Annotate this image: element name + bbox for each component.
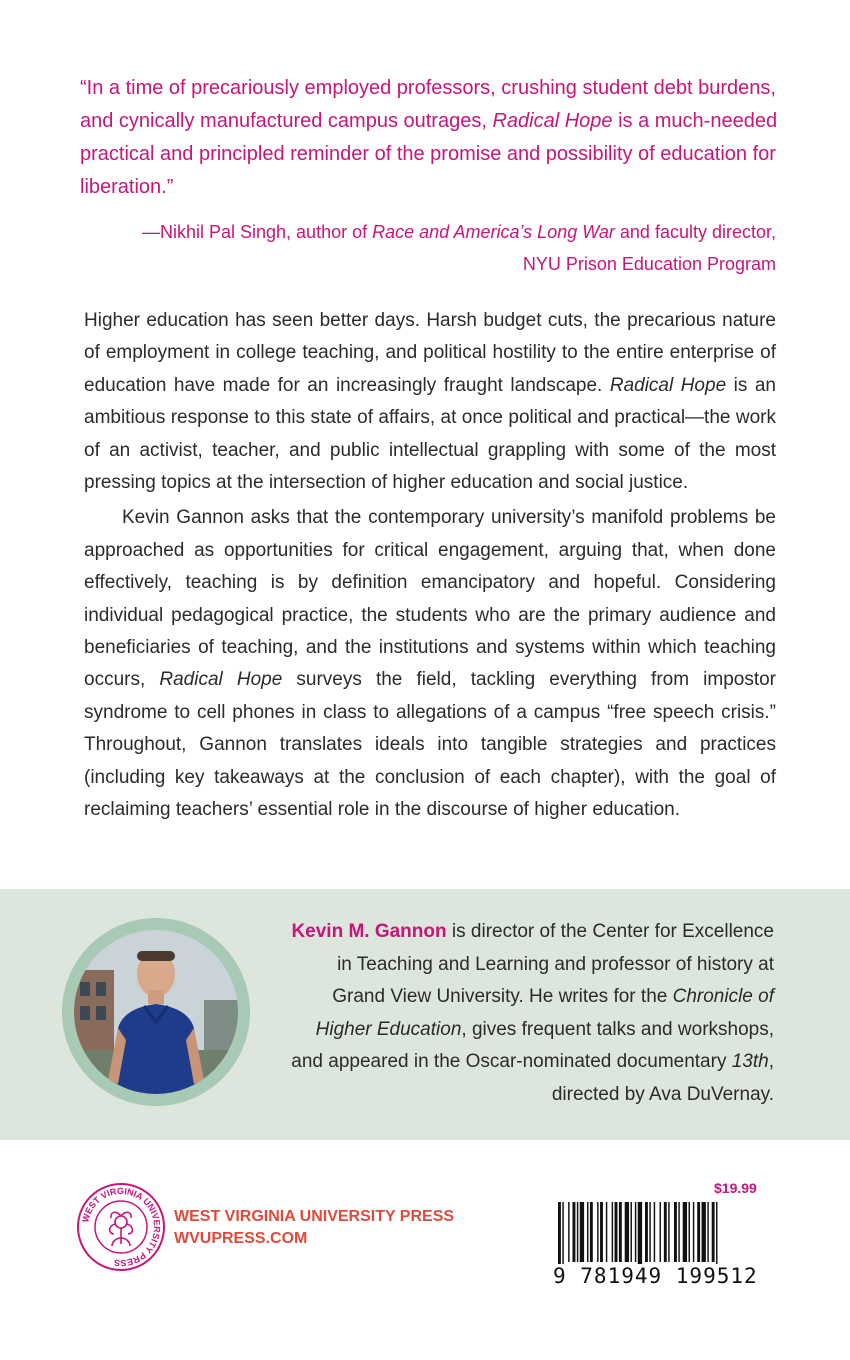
description-p1-title: Radical Hope bbox=[609, 374, 727, 396]
attribution-book-title: Race and America’s Long War bbox=[372, 222, 615, 242]
description-p1-text: Higher education has seen better days. Harsh budget cuts, the precarious nature of employment in college teaching, and political hostility to the entire enterprise of education have made for an increasingly fraught landscape. bbox=[84, 310, 776, 396]
barcode-bar bbox=[702, 1202, 706, 1262]
barcode-bar bbox=[712, 1202, 715, 1262]
barcode-bar bbox=[683, 1202, 687, 1262]
bio-text-3: , directed by Ava DuVernay. bbox=[551, 1051, 774, 1105]
svg-text:WEST VIRGINIA UNIVERSITY PRESS bbox=[80, 1186, 162, 1268]
description-p2-rest: surveys the field, tackling everything from impostor syndrome to cell phones in class to allegations of a campus “free speech crisis.” Throughout, Gannon translates ideals into tangible strategies and practices (including key takeaways at the conclusion of each chapter), with the goal of reclaiming teachers’ essential role in the discourse of higher education. bbox=[84, 669, 776, 821]
barcode-bar bbox=[590, 1202, 593, 1262]
barcode-bar bbox=[716, 1202, 717, 1270]
barcode-bar bbox=[619, 1202, 622, 1262]
barcode-bar bbox=[615, 1202, 618, 1262]
barcode-bar bbox=[558, 1202, 561, 1270]
bio-text-1: is director of the Center for Excellence in Teaching and Learning and professor of history at Grand View University. He writes for the bbox=[332, 921, 774, 1007]
barcode-bar bbox=[573, 1202, 576, 1262]
author-portrait-illustration bbox=[74, 930, 238, 1094]
barcode-bar bbox=[707, 1202, 708, 1262]
barcode-bar bbox=[645, 1202, 648, 1262]
isbn-digits: 9 781949 199512 bbox=[553, 1264, 758, 1288]
seal-text: WEST VIRGINIA UNIVERSITY PRESS bbox=[80, 1185, 163, 1269]
barcode-bar bbox=[638, 1202, 642, 1270]
barcode-bar bbox=[587, 1202, 588, 1262]
description-p2-text: Kevin Gannon asks that the contemporary university’s manifold problems be approached as opportunities for critical engagement, arguing that, when done effectively, teaching is by definition emancipatory and hopeful. Considering individual pedagogical practice, the students who are the primary audience and beneficiaries of teaching, and the institutions and systems within which teaching occurs, bbox=[84, 507, 776, 691]
barcode-bar bbox=[568, 1202, 569, 1262]
publisher-block bbox=[174, 1206, 454, 1250]
quote-book-title: Radical Hope bbox=[492, 110, 613, 132]
barcode-bar bbox=[697, 1202, 700, 1262]
barcode-bar bbox=[678, 1202, 679, 1262]
publisher-seal-icon bbox=[76, 1182, 166, 1272]
description-paragraph-1 bbox=[84, 305, 776, 499]
barcode-bar bbox=[693, 1202, 694, 1262]
barcode-bar bbox=[612, 1202, 613, 1262]
barcode-bar bbox=[600, 1202, 603, 1262]
quote-text-start: “In a time of precariously employed professors, crushing student debt burdens, and cynically manufactured campus outrages, bbox=[80, 77, 776, 132]
description-paragraph-2 bbox=[84, 502, 776, 826]
price-label: $19.99 bbox=[714, 1180, 757, 1196]
barcode-bar bbox=[664, 1202, 667, 1262]
barcode-bar bbox=[631, 1202, 632, 1262]
barcode-bar bbox=[649, 1202, 650, 1262]
barcode-bar bbox=[654, 1202, 655, 1262]
attribution-text: —Nikhil Pal Singh, author of bbox=[141, 222, 373, 242]
barcode-bar bbox=[635, 1202, 636, 1262]
bio-film-title: 13th bbox=[731, 1051, 769, 1072]
isbn-number bbox=[552, 1264, 774, 1288]
publisher-url[interactable]: WVUPRESS.COM bbox=[174, 1230, 308, 1247]
attribution-role: and faculty director, bbox=[614, 222, 776, 242]
bio-text-2: , gives frequent talks and workshops, and appeared in the Oscar-nominated documentary bbox=[291, 1018, 774, 1072]
attribution-affiliation: NYU Prison Education Program bbox=[522, 254, 776, 274]
book-description bbox=[84, 305, 776, 827]
barcode-bar bbox=[562, 1202, 563, 1270]
barcode-bar bbox=[597, 1202, 598, 1262]
barcode-bar bbox=[668, 1202, 669, 1262]
author-name: Kevin M. Gannon bbox=[291, 921, 447, 942]
quote-text-end: is a much-needed practical and principled reminder of the promise and possibility of education for liberation.” bbox=[80, 110, 778, 198]
barcode-bar bbox=[689, 1202, 690, 1262]
bio-publication: Chronicle of Higher Education bbox=[315, 986, 774, 1040]
quote-attribution bbox=[100, 216, 776, 280]
barcode-bar bbox=[580, 1202, 584, 1262]
praise-quote bbox=[80, 72, 780, 204]
barcode-bar bbox=[625, 1202, 629, 1262]
description-p2-title: Radical Hope bbox=[159, 669, 283, 691]
author-bio bbox=[290, 916, 774, 1111]
barcode-bar bbox=[674, 1202, 677, 1262]
description-p1-rest: is an ambitious response to this state of affairs, at once political and practical—the work of an activist, teacher, and public intellectual grappling with some of the most pressing topics at the intersection of higher education and social justice. bbox=[84, 374, 776, 494]
barcode-bar bbox=[606, 1202, 607, 1262]
barcode-bar bbox=[660, 1202, 661, 1262]
publisher-name: WEST VIRGINIA UNIVERSITY PRESS bbox=[174, 1208, 455, 1225]
author-photo bbox=[74, 930, 238, 1094]
barcode-bar bbox=[577, 1202, 578, 1262]
